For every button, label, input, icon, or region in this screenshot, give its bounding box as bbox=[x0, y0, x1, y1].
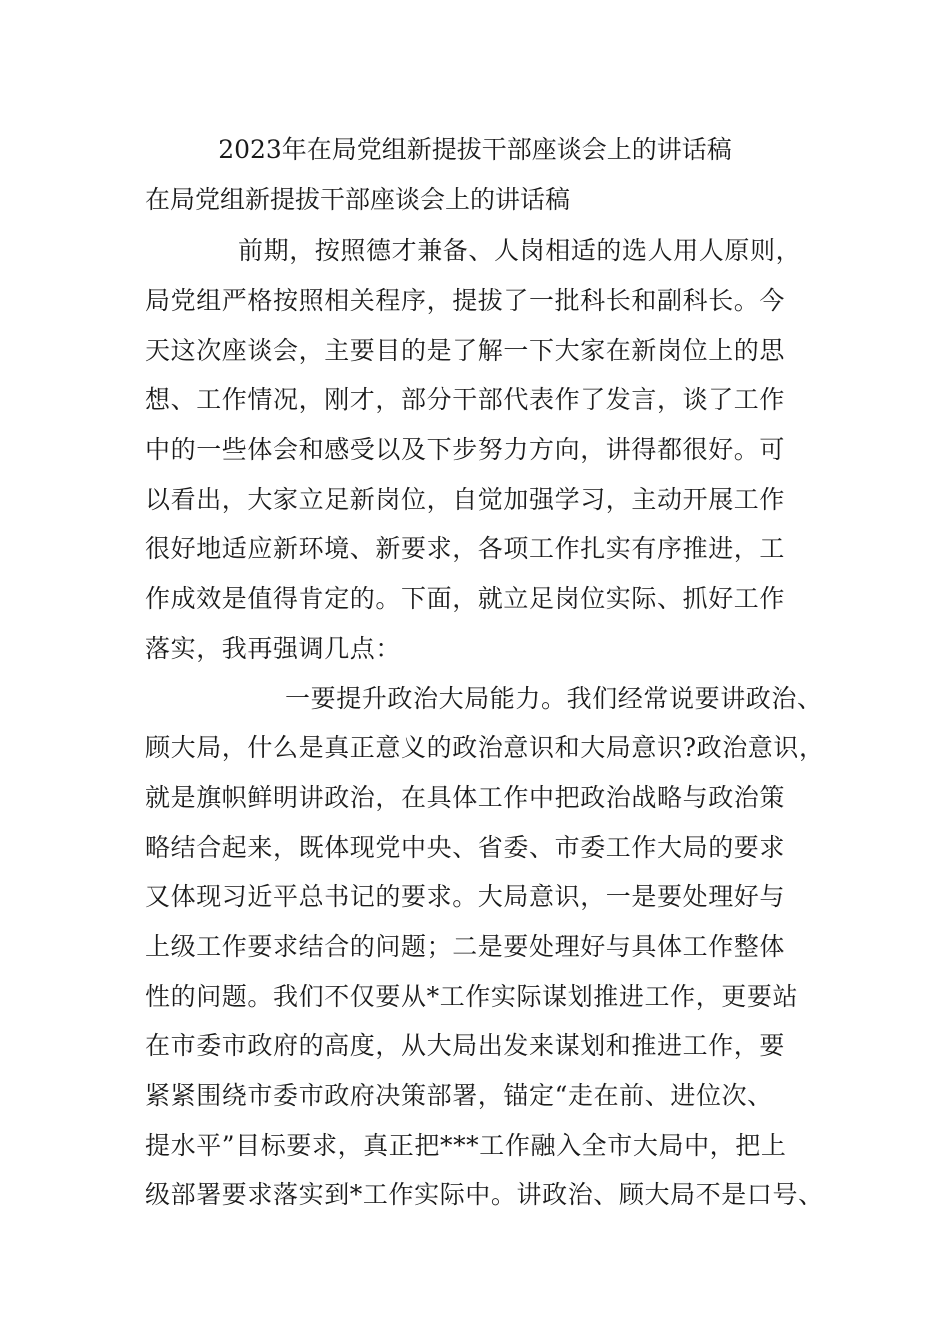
paragraph-line: 落实，我再强调几点： bbox=[145, 634, 402, 663]
paragraph-line: 天这次座谈会，主要目的是了解一下大家在新岗位上的思 bbox=[145, 336, 786, 365]
paragraph-line: 略结合起来，既体现党中央、省委、市委工作大局的要求 bbox=[145, 833, 786, 862]
paragraph-line: 紧紧围绕市委市政府决策部署，锚定“走在前、进位次、 bbox=[145, 1081, 773, 1110]
paragraph-line: 想、工作情况，刚才，部分干部代表作了发言，谈了工作 bbox=[145, 385, 786, 414]
paragraph-line: 前期，按照德才兼备、人岗相适的选人用人原则， bbox=[238, 236, 802, 265]
paragraph-line: 性的问题。我们不仅要从*工作实际谋划推进工作，更要站 bbox=[145, 982, 799, 1011]
paragraph-line: 很好地适应新环境、新要求，各项工作扎实有序推进，工 bbox=[145, 534, 786, 563]
paragraph-line: 级部署要求落实到*工作实际中。讲政治、顾大局不是口号、 bbox=[145, 1180, 824, 1209]
paragraph-line: 一要提升政治大局能力。我们经常说要讲政治、 bbox=[285, 684, 823, 713]
paragraph-line: 就是旗帜鲜明讲政治，在具体工作中把政治战略与政治策 bbox=[145, 783, 786, 812]
paragraph-line: 在市委市政府的高度，从大局出发来谋划和推进工作，要 bbox=[145, 1031, 786, 1060]
document-title: 2023年在局党组新提拔干部座谈会上的讲话稿 bbox=[218, 135, 732, 164]
paragraph-line: 作成效是值得肯定的。下面，就立足岗位实际、抓好工作 bbox=[145, 584, 786, 613]
paragraph-line: 上级工作要求结合的问题；二是要处理好与具体工作整体 bbox=[145, 932, 786, 961]
paragraph-line: 中的一些体会和感受以及下步努力方向，讲得都很好。可 bbox=[145, 435, 786, 464]
document-subtitle: 在局党组新提拔干部座谈会上的讲话稿 bbox=[145, 185, 571, 214]
paragraph-line: 以看出，大家立足新岗位，自觉加强学习，主动开展工作 bbox=[145, 485, 786, 514]
paragraph-line: 顾大局，什么是真正意义的政治意识和大局意识?政治意识， bbox=[145, 733, 825, 762]
paragraph-line: 又体现习近平总书记的要求。大局意识，一是要处理好与 bbox=[145, 882, 786, 911]
paragraph-line: 提水平”目标要求，真正把***工作融入全市大局中，把上 bbox=[145, 1131, 787, 1160]
paragraph-line: 局党组严格按照相关程序，提拔了一批科长和副科长。今 bbox=[145, 286, 786, 315]
